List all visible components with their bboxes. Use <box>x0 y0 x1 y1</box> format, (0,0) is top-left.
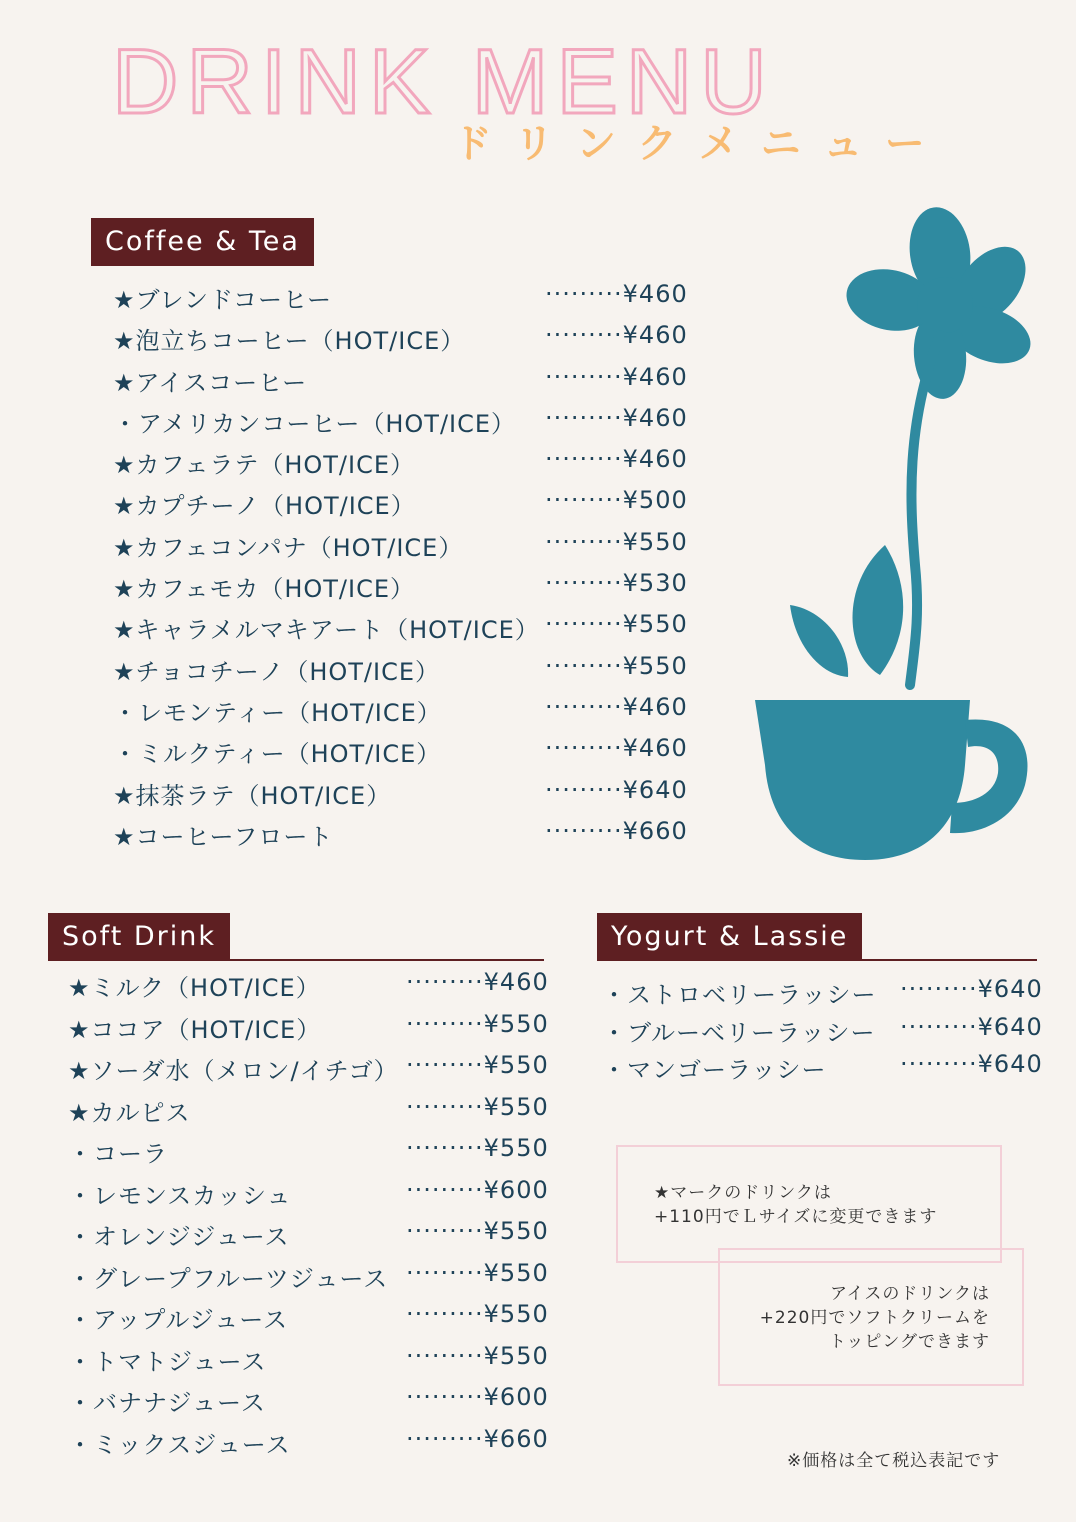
coffee-tea-item-name: ・アメリカンコーヒー（HOT/ICE） <box>113 409 517 438</box>
coffee-tea-item-name: ★カフェモカ（HOT/ICE） <box>113 575 415 604</box>
coffee-tea-item <box>113 486 713 527</box>
soft-drink-item-name: ・トマトジュース <box>68 1347 267 1376</box>
soft-drink-item-price: ·········¥460 <box>406 968 549 996</box>
size-up-note <box>654 1181 937 1229</box>
yogurt-lassie-item-price: ·········¥640 <box>900 1012 1043 1041</box>
coffee-tea-item-price: ·········¥550 <box>545 527 688 556</box>
yogurt-lassie-item <box>602 1013 1052 1051</box>
coffee-tea-item <box>113 610 713 651</box>
soft-drink-item-name: ★ミルク（HOT/ICE） <box>68 974 321 1002</box>
coffee-tea-rule <box>91 264 312 266</box>
coffee-tea-item-price: ·········¥530 <box>545 569 688 598</box>
coffee-tea-item-price: ·········¥460 <box>545 321 688 350</box>
yogurt-lassie-item-price: ·········¥640 <box>900 1050 1043 1078</box>
yogurt-lassie-item-price: ·········¥640 <box>900 975 1043 1003</box>
coffee-tea-item <box>113 569 713 610</box>
soft-cream-note-line2: +220円でソフトクリームを <box>759 1308 990 1328</box>
coffee-tea-item <box>113 528 713 569</box>
soft-drink-item-name: ・アップルジュース <box>68 1306 289 1334</box>
coffee-tea-item <box>113 363 713 404</box>
coffee-tea-item-name: ★抹茶ラテ（HOT/ICE） <box>113 781 392 810</box>
coffee-tea-item-name: ・ミルクティー（HOT/ICE） <box>113 740 442 769</box>
soft-drink-item-price: ·········¥550 <box>406 1258 549 1287</box>
soft-drink-item <box>68 1176 558 1218</box>
yogurt-lassie-item-name: ・ブルーベリーラッシー <box>602 1018 876 1047</box>
yogurt-lassie-item <box>602 1050 1052 1088</box>
yogurt-lassie-rule <box>597 959 1037 961</box>
coffee-tea-header: Coffee & Tea <box>91 218 314 266</box>
soft-drink-item <box>68 968 558 1010</box>
soft-drink-item <box>68 1300 558 1342</box>
soft-drink-item-price: ·········¥660 <box>406 1424 549 1453</box>
coffee-tea-item <box>113 734 713 775</box>
soft-drink-item <box>68 1259 558 1301</box>
yogurt-lassie-list <box>602 975 1052 1088</box>
coffee-tea-item-price: ·········¥640 <box>545 775 688 804</box>
soft-cream-note-line3: トッピングできます <box>828 1332 990 1352</box>
soft-drink-item-name: ★ココア（HOT/ICE） <box>68 1015 322 1044</box>
coffee-tea-item-price: ·········¥660 <box>545 816 688 845</box>
soft-drink-item-name: ・コーラ <box>68 1140 168 1168</box>
soft-drink-item <box>68 1134 558 1176</box>
soft-drink-rule <box>48 959 544 961</box>
coffee-tea-item <box>113 445 713 486</box>
coffee-tea-item-price: ·········¥460 <box>545 403 688 432</box>
flower-in-cup-icon <box>740 205 1040 865</box>
coffee-tea-item-name: ★チョコチーノ（HOT/ICE） <box>113 657 440 686</box>
soft-drink-item <box>68 1425 558 1467</box>
soft-drink-item-name: ・レモンスカッシュ <box>68 1181 292 1210</box>
soft-drink-item-price: ·········¥550 <box>406 1009 549 1038</box>
coffee-tea-item-price: ·········¥550 <box>545 610 688 639</box>
tax-note: ※価格は全て税込表記です <box>787 1451 1001 1471</box>
soft-drink-item-price: ·········¥550 <box>406 1217 549 1245</box>
coffee-tea-item-price: ·········¥460 <box>545 445 688 474</box>
coffee-tea-item-price: ·········¥500 <box>545 486 688 515</box>
soft-drink-item <box>68 1051 558 1093</box>
soft-drink-item-price: ·········¥600 <box>406 1175 549 1204</box>
soft-drink-item-price: ·········¥550 <box>406 1051 549 1079</box>
coffee-tea-item <box>113 321 713 362</box>
coffee-tea-item-name: ★カフェコンパナ（HOT/ICE） <box>113 533 464 562</box>
soft-drink-item <box>68 1342 558 1384</box>
yogurt-lassie-item <box>602 975 1052 1013</box>
soft-drink-item <box>68 1383 558 1425</box>
coffee-tea-item-name: ★キャラメルマキアート（HOT/ICE） <box>113 616 540 645</box>
soft-drink-item-name: ・オレンジジュース <box>68 1223 290 1251</box>
coffee-tea-item <box>113 817 713 858</box>
soft-cream-note <box>742 1282 990 1354</box>
soft-drink-header: Soft Drink <box>48 913 230 961</box>
soft-drink-item-name: ・グレープフルーツジュース <box>68 1264 389 1293</box>
coffee-tea-item <box>113 280 713 321</box>
size-up-note-line1: ★マークのドリンクは <box>654 1183 832 1203</box>
coffee-tea-item <box>113 776 713 817</box>
soft-drink-item-name: ★カルピス <box>68 1098 191 1127</box>
coffee-tea-list <box>113 280 713 858</box>
coffee-tea-item <box>113 693 713 734</box>
soft-drink-item-price: ·········¥600 <box>406 1383 549 1411</box>
coffee-tea-item-name: ★アイスコーヒー <box>113 368 308 397</box>
soft-drink-item-price: ·········¥550 <box>406 1092 549 1121</box>
soft-drink-item-price: ·········¥550 <box>406 1341 549 1370</box>
soft-drink-list <box>68 968 558 1466</box>
size-up-note-line2: +110円でＬサイズに変更できます <box>654 1207 938 1227</box>
coffee-tea-item-price: ·········¥460 <box>545 734 688 763</box>
yogurt-lassie-item-name: ・マンゴーラッシー <box>602 1056 827 1084</box>
coffee-tea-item-name: ★カプチーノ（HOT/ICE） <box>113 492 416 521</box>
soft-drink-item-name: ★ソーダ水（メロン/イチゴ） <box>68 1057 399 1085</box>
soft-drink-item-name: ・ミックスジュース <box>68 1430 291 1459</box>
soft-drink-item <box>68 1093 558 1135</box>
soft-cream-note-line1: アイスのドリンクは <box>830 1284 990 1304</box>
coffee-tea-item-name: ★ブレンドコーヒー <box>113 286 333 314</box>
coffee-tea-item-name: ★カフェラテ（HOT/ICE） <box>113 451 415 480</box>
soft-drink-item-price: ·········¥550 <box>406 1300 549 1328</box>
yogurt-lassie-header: Yogurt & Lassie <box>597 913 862 961</box>
soft-drink-item <box>68 1217 558 1259</box>
soft-drink-item-name: ・バナナジュース <box>68 1389 266 1417</box>
menu-title: DRINK MENU <box>112 31 775 133</box>
coffee-tea-item-name: ・レモンティー（HOT/ICE） <box>113 698 442 727</box>
soft-drink-item <box>68 1010 558 1052</box>
coffee-tea-item-price: ·········¥550 <box>545 651 688 680</box>
soft-drink-item-price: ·········¥550 <box>406 1134 549 1162</box>
coffee-tea-item <box>113 404 713 445</box>
coffee-tea-item-name: ★コーヒーフロート <box>113 822 334 851</box>
yogurt-lassie-item-name: ・ストロベリーラッシー <box>602 981 877 1009</box>
coffee-tea-item-price: ·········¥460 <box>545 362 688 391</box>
coffee-tea-item-price: ·········¥460 <box>545 280 688 308</box>
coffee-tea-item <box>113 652 713 693</box>
menu-title-japanese: ドリンクメニュー <box>452 121 947 167</box>
coffee-tea-item-price: ·········¥460 <box>545 692 688 721</box>
coffee-tea-item-name: ★泡立ちコーヒー（HOT/ICE） <box>113 327 466 356</box>
